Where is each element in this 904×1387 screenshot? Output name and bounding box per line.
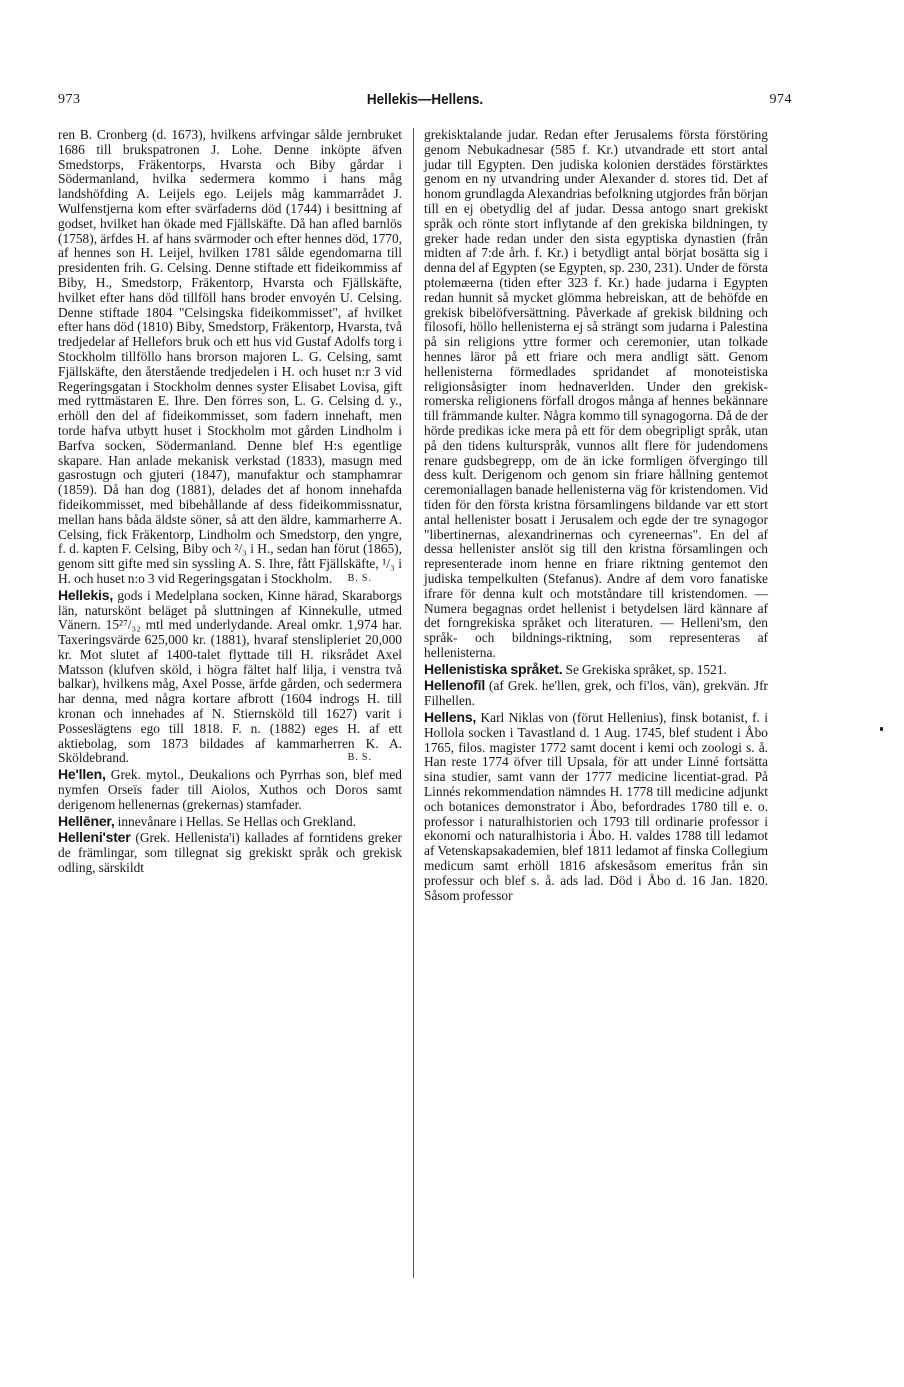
page-number-right: 974 (769, 92, 792, 107)
headword: Hellenistiska språket. (424, 660, 563, 677)
author-signature: B. S. (347, 572, 372, 584)
page-number-left: 973 (58, 92, 81, 107)
entry-text: gods i Medelplana socken, Kinne härad, Skaraborgs län, naturskönt beläget på sluttningen af Kinnekulle, utmed Vänern. 15²⁷/₃₂ mtl med underlydande. Areal omkr. 1,974 har. Taxeringsvärde 625,000 kr. (1881), hvaraf stenslipleriet 20,000 kr. Mot slutet af 1400-talet flyttade till H. riksrådet Axel Matsson (klufven sköld, i högra fältet half lilja, i venstra två balkar), hvilkens måg, Axel Posse, ärfde gården, och sedermera har denna, med några kortare afbrott (1604 indrogs H. till kronan och innehades af N. Stiernsköld till 1627) varit i Posseslägtens ego till 1818. F. n. (1882) eges H. af ett aktiebolag, som 1873 bildades af kammarherren K. A. Sköldebrand. (58, 587, 402, 766)
entry-hellenister (58, 830, 402, 875)
entry-hellener (58, 814, 402, 830)
running-title: Hellekis—Hellens. (366, 91, 484, 108)
entry-hellekis (58, 588, 402, 767)
author-signature: B. S. (347, 752, 372, 764)
entry-hellens (424, 710, 768, 903)
entry-text: (Grek. Hellenista'i) kallades af forntidens greker de främlingar, som tillegnat sig grekiskt språk och grekisk odling, särskildt (58, 830, 402, 876)
page-header (58, 92, 792, 112)
margin-mark (880, 727, 883, 731)
entry-text: ren B. Cronberg (d. 1673), hvilkens arfvingar sålde jernbruket 1686 till brukspatronen J. Lohe. Denne inköpte äfven Smedstorps, Fräkentorps, Hvarsta och Biby gårdar i Södermanland, hvilka sedermera kommo i hans måg landshöfding A. Leijels ego. Leijels måg kammarrådet J. Wulfenstjerna kom efter svärfaderns död (1744) i besittning af godset, hvilket han ökade med Fjällskäfte. Då han afled barnlös (1758), ärfdes H. af hans svärmoder och efter hennes död, 1770, af hennes son H. Leijel, hvilken 1781 sålde egendomarna till presidenten frih. G. Celsing. Denne stiftade ett fideikommiss af Biby, H., Smedstorp, Fräkentorp, Hvarsta och Fjällskäfte, hvilket efter hans död tillföll hans broder envoyén U. Celsing. Denne stiftade 1804 "Celsingska fideikommisset", af hvilket efter hans död (1810) Biby, Smedstorp, Fräkentorp, Hvarsta, två tredjedelar af Hellefors bruk och ett hus vid Gustaf Adolfs torg i Stockholm tillföllo hans brorson majoren L. G. Celsing, samt Fjällskäfte, den återstående tredjedelen i H. och huset n:r 3 vid Regeringsgatan i Stockholm dennes syster Elisabet Lovisa, gift med ryttmästaren E. Ihre. Den förres son, L. G. Celsing d. y., erhöll den del af fideikommisset, som fadern innehaft, men torde hafva utbytt huset i Stockholm mot gården Lindholm i Barfva socken, Södermanland. Denne blef H:s egentlige skapare. Han anlade mekanisk verkstad (1833), masugn med gasrostugn och gjuteri (1847), manufaktur och stamphamrar (1859). Då han dog (1881), delades det af honom innehafda fideikommisset, med bibehållande af dess fideikommissnatur, mellan hans båda äldste söner, så att den äldre, kammarherre A. Celsing, fick Fräkentorp, Lindholm och Smedstorp, den yngre, f. d. kapten F. Celsing, Biby och ²/₃ i H., sedan han förut (1865), genom sitt gifte med sin syssling A. S. Ihre, fått Fjällskäfte, ¹/₃ i H. och huset n:o 3 vid Regeringsgatan i Stockholm. (58, 127, 402, 586)
entry-text: Grek. mytol., Deukalions och Pyrrhas son, blef med nymfen Orseïs fader till Aiolos, Xuthos och Doros samt derigenom hellenernas (grekernas) stamfader. (58, 767, 402, 812)
entry-hellenistiska-spraket (424, 662, 768, 678)
entry-hellenofil (424, 678, 768, 709)
entry-text: grekisktalande judar. Redan efter Jerusalems första förstöring genom Nebukadnesar (585 f. Kr.) utvandrade ett stort antal judar till Egypten. Den judiska kolonien derstädes förstärktes genom en ny utvandring under Alexander d. stores tid. Det af honom grundlagda Alexandrias befolkning utgjordes från början till en ej obetydlig del af judar. Dessa antogo snart grekiskt språk och rönte stort inflytande af den grekiska bildningen, ty greker hade redan under den sista egyptiska dynastien (från midten af 7:de årh. f. Kr.) i betydligt antal börjat bosätta sig i denna del af Egypten (se Egypten, sp. 230, 231). Under de första ptolemæerna (tiden efter 323 f. Kr.) hade judarna i Egypten redan hunnit så mycket glömma hebreiskan, att de behöfde en grekisk bibelöfversättning. Påverkade af grekisk bildning och filosofi, höllo hellenisterna ej så strängt som judarna i Palestina på sin religions yttre former och ceremonier, utan tolkade hennes läror på ett friare och mera andligt sätt. Genom hellenisterna förmedlades spridandet af monoteistiska religionsåsigter inom hednaverlden. Under den grekisk-romerska religionens förfall drogos många af hennes bekännare till främmande kulter. Några kommo till synagogorna. Då de der hörde predikas icke mera på ett för dem obegripligt språk, utan på den tidens kulturspråk, vunnos allt flere för judendomens renare gudsbegrepp, om de än icke formligen öfvergingo till dess kult. Derigenom och genom sin friare hållning gentemot ceremoniallagen banade hellenisterna väg för kristendomen. Vid tiden för den första kristna församlingens bildande var ett stort antal hellenister bosatt i Jerusalem och egde der tre synagogor "libertinernas, alexandrinernas och cyreneernas". En del af dessa hellenister anslöt sig till den kristna församlingen och representerade inom henne en friare riktning gentemot den judiska tempelkulten (Stefanus). Andre af dem voro fanatiske ifrare för denna kult och motståndare till kristendomen. — Numera begagnas ordet hellenist i betydelsen lärd kännare af det forngrekiska språket och literaturen. — Helleni'sm, den språk- och bildnings-riktning, som representeras af hellenisterna. (424, 127, 768, 660)
entry-text: Se Grekiska språket, sp. 1521. (562, 661, 727, 677)
headword: Hellekis, (58, 586, 114, 603)
left-column (58, 128, 402, 876)
right-column (424, 128, 768, 903)
headword: Hellens, (424, 709, 477, 726)
entry-text: (af Grek. he'llen, grek, och fi'los, vän), grekvän. Jfr Filhellen. (424, 678, 768, 709)
entry-continuation (58, 128, 402, 587)
entry-text: Karl Niklas von (förut Hellenius), finsk botanist, f. i Hollola socken i Tavastland d. 1 Aug. 1745, blef student i Åbo 1765, filos. magister 1772 samt docent i kemi och zoologi s. å. Han reste 1774 öfver till Upsala, för att under Linné fortsätta sina studier, samt vann der 1777 medicine licentiat-grad. På Linnés rekommendation nämndes H. 1778 till medicine adjunkt och botanices demonstrator i Åbo, befordrades 1780 till e. o. professor i naturalhistorien och 1793 till ordinarie professor i ekonomi och naturalhistoria i Åbo. H. valdes 1788 till ledamot af Vetenskapsakademien, blef 1811 ledamot af finska Collegium medicum samt erhöll 1816 afskesåsom emeritus från sin professur och blef s. å. ads lad. Död i Åbo d. 16 Jan. 1820. Såsom professor (424, 710, 768, 903)
entry-text: innevånare i Hellas. Se Hellas och Grekland. (114, 813, 357, 829)
entry-hellen (58, 767, 402, 812)
headword: He'llen, (58, 766, 106, 783)
headword: Helleni'ster (58, 829, 131, 846)
headword: Hellēner, (58, 812, 115, 829)
entry-continuation (424, 128, 768, 661)
headword: Hellenofīl (424, 677, 486, 694)
column-divider (413, 128, 414, 1278)
